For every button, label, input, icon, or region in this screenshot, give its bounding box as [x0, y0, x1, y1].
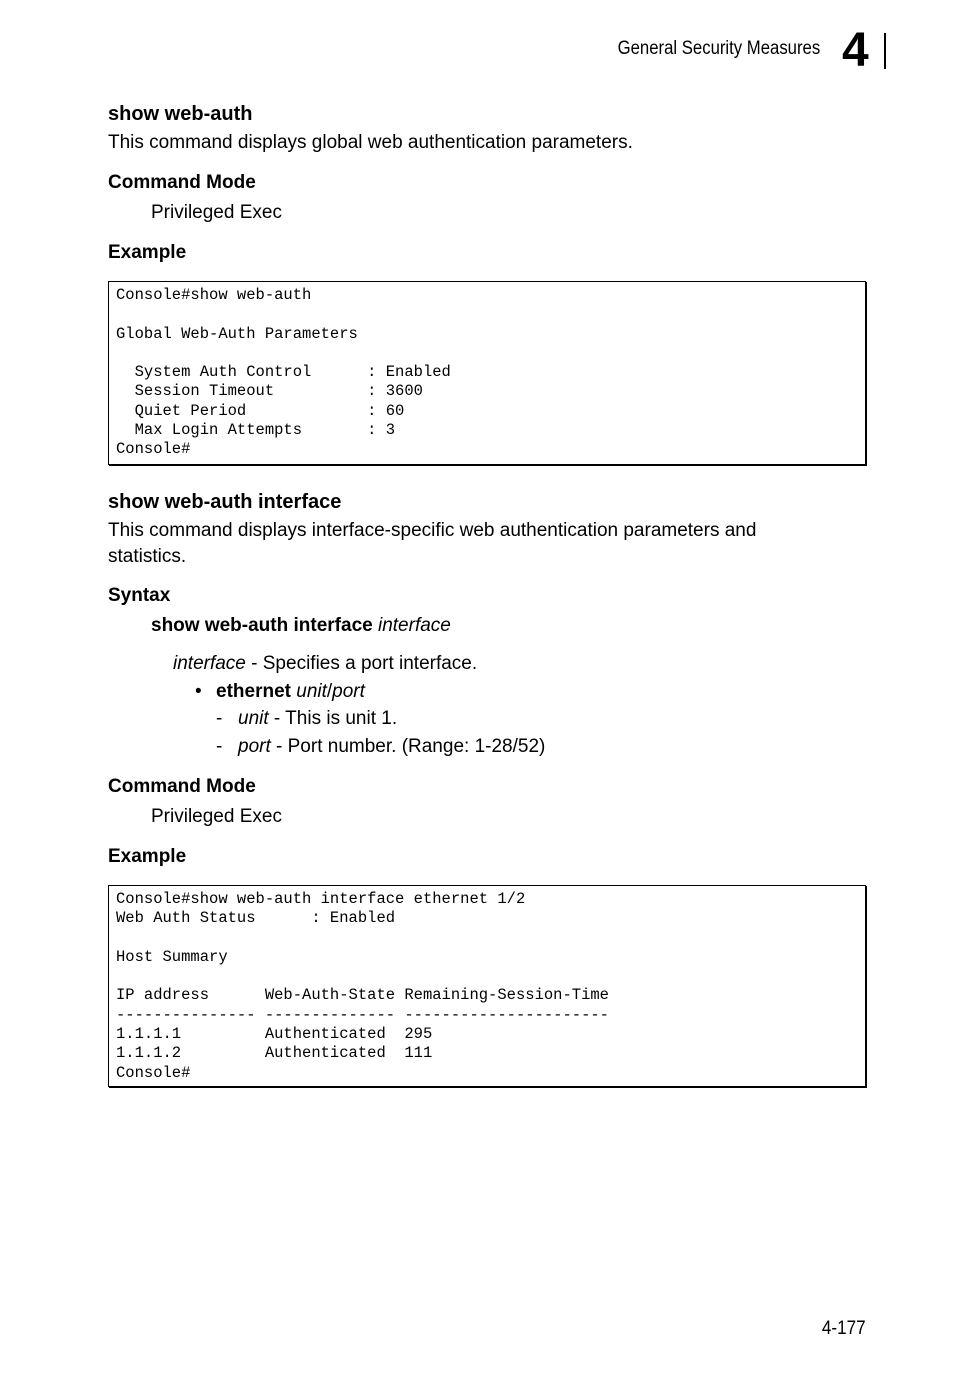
sub-item-unit — [238, 708, 397, 730]
chapter-number: 4 — [842, 24, 869, 77]
bullet-port: port — [332, 681, 365, 702]
bullet-unit: unit — [296, 681, 327, 702]
section-heading-show-web-auth: show web-auth — [108, 103, 253, 125]
syntax-parameter: interface — [377, 615, 451, 636]
command-mode-heading: Command Mode — [108, 172, 256, 193]
code-example-box — [108, 281, 866, 465]
bullet-marker: • — [195, 681, 202, 702]
syntax-command: show web-auth interface — [151, 615, 373, 636]
section-description-line1: This command displays interface-specific web authentication parameters and — [108, 520, 757, 541]
chapter-badge — [842, 24, 886, 77]
example-heading: Example — [108, 846, 187, 867]
parameter-description — [173, 653, 477, 675]
dash-marker: - — [216, 736, 223, 757]
parameter-name: interface — [173, 653, 246, 674]
command-mode-value: Privileged Exec — [151, 806, 282, 827]
section-description-line2: statistics. — [108, 546, 187, 567]
page-number: 4-177 — [822, 1318, 866, 1339]
bullet-item-ethernet — [216, 681, 365, 703]
code-example: Console#show web-auth Global Web-Auth Parameters System Auth Control : Enabled Session Timeout : 3600 Quiet Period : 60 Max Login Attempts : 3 Console# — [116, 286, 451, 459]
dash-marker: - — [216, 708, 223, 729]
sub-item-port-desc: - Port number. (Range: 1-28/52) — [270, 736, 546, 757]
running-header-title: General Security Measures — [617, 38, 820, 59]
chapter-bar — [884, 33, 886, 69]
code-example: Console#show web-auth interface ethernet 1/2 Web Auth Status : Enabled Host Summary IP address Web-Auth-State Remaining-Session-Time --------------- -------------- ---------------------- 1.1.1.1 Authenticated 295 1.1.1.2 Authenticated 111 Console# — [116, 890, 609, 1082]
section-heading-show-web-auth-interface: show web-auth interface — [108, 491, 342, 513]
syntax-heading: Syntax — [108, 585, 171, 606]
code-example-box — [108, 885, 866, 1087]
command-mode-heading: Command Mode — [108, 776, 256, 797]
section-description: This command displays global web authentication parameters. — [108, 132, 633, 153]
bullet-keyword: ethernet — [216, 681, 291, 702]
syntax-line — [151, 615, 451, 637]
example-heading: Example — [108, 242, 187, 263]
parameter-text: - Specifies a port interface. — [245, 653, 478, 674]
command-mode-value: Privileged Exec — [151, 202, 282, 223]
sub-item-unit-name: unit — [238, 708, 269, 729]
sub-item-port — [238, 736, 545, 758]
bullet-separator: / — [326, 681, 333, 702]
sub-item-unit-desc: - This is unit 1. — [268, 708, 398, 729]
sub-item-port-name: port — [238, 736, 271, 757]
